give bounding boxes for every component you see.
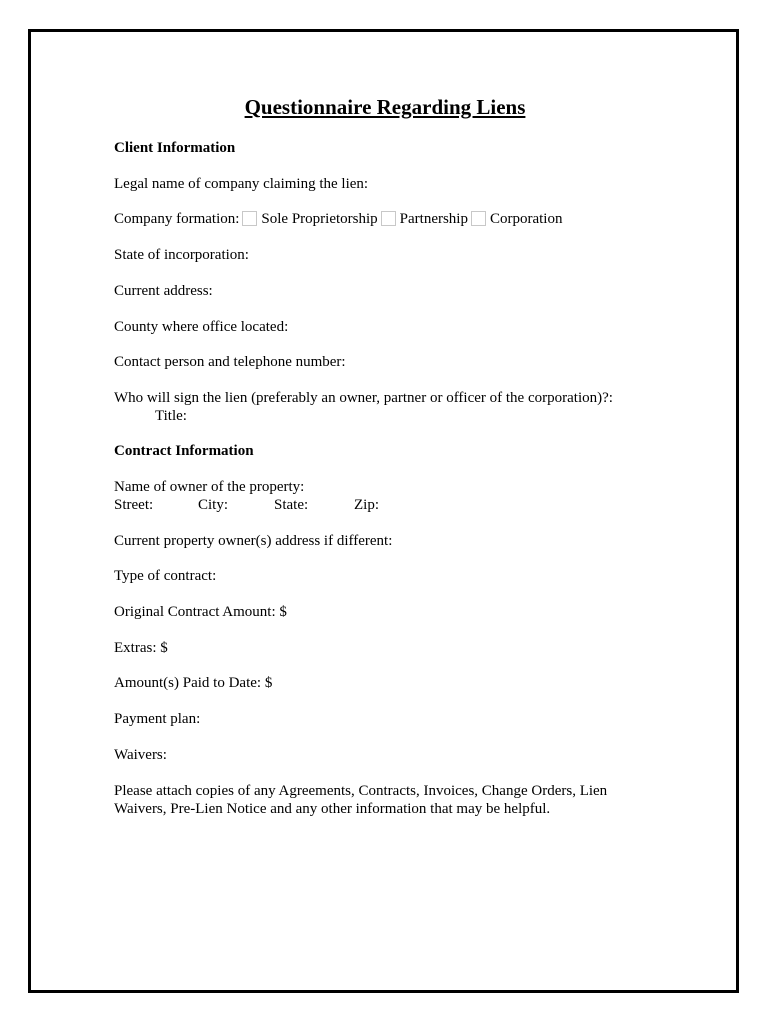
- company-formation-row: [114, 210, 562, 228]
- corporation-label: Corporation: [489, 211, 563, 227]
- attach-note-line-2: Waivers, Pre-Lien Notice and any other information that may be helpful.: [114, 801, 551, 817]
- current-address-label: Current address:: [114, 283, 213, 299]
- attach-note-line-1: Please attach copies of any Agreements, Contracts, Invoices, Change Orders, Lien: [114, 783, 608, 799]
- county-label: County where office located:: [114, 319, 289, 335]
- legal-name-label: Legal name of company claiming the lien:: [114, 176, 369, 192]
- owner-name-label: Name of owner of the property:: [114, 479, 305, 495]
- payment-plan-label: Payment plan:: [114, 711, 201, 727]
- sole-proprietorship-checkbox[interactable]: [242, 211, 257, 226]
- partnership-label: Partnership: [399, 211, 468, 227]
- corporation-checkbox[interactable]: [471, 211, 486, 226]
- zip-label: Zip:: [354, 497, 379, 513]
- signer-title-row: [114, 407, 187, 425]
- street-label: Street:: [114, 497, 154, 513]
- document-title: Questionnaire Regarding Liens: [244, 95, 526, 119]
- contract-info-heading: Contract Information: [114, 443, 254, 459]
- client-info-heading: Client Information: [114, 140, 236, 156]
- waivers-label: Waivers:: [114, 747, 167, 763]
- amount-paid-label: Amount(s) Paid to Date: $: [114, 675, 273, 691]
- state-label: State:: [274, 497, 309, 513]
- original-amount-label: Original Contract Amount: $: [114, 604, 287, 620]
- extras-label: Extras: $: [114, 640, 168, 656]
- contract-type-label: Type of contract:: [114, 568, 217, 584]
- state-incorporation-label: State of incorporation:: [114, 247, 249, 263]
- sole-proprietorship-label: Sole Proprietorship: [261, 211, 378, 227]
- contact-person-label: Contact person and telephone number:: [114, 354, 346, 370]
- partnership-checkbox[interactable]: [381, 211, 396, 226]
- company-formation-label: Company formation:: [114, 211, 240, 227]
- signer-title-label: Title:: [155, 408, 187, 424]
- address-fields-row: [114, 496, 379, 514]
- owner-address-label: Current property owner(s) address if different:: [114, 533, 393, 549]
- signer-label: Who will sign the lien (preferably an owner, partner or officer of the corporation)?:: [114, 390, 613, 406]
- city-label: City:: [198, 497, 229, 513]
